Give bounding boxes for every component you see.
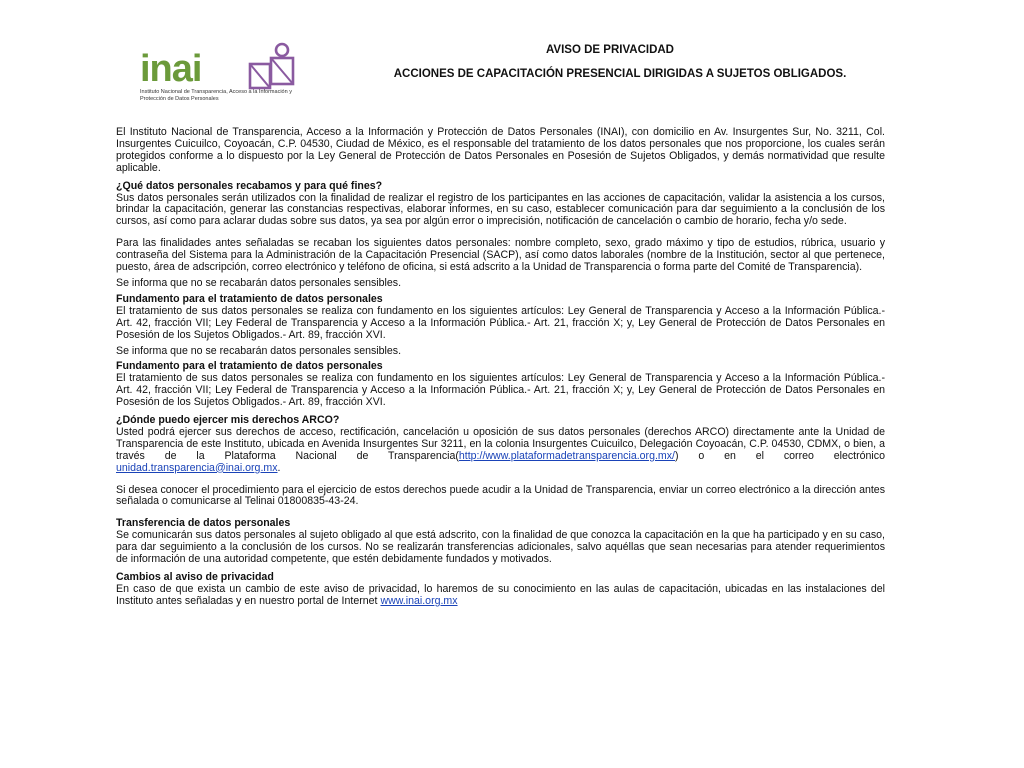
intro-paragraph: El Instituto Nacional de Transparencia, Acceso a la Información y Protección de Datos Personales (INAI), con domicilio en Av. Insurgentes Sur, No. 3211, Col. Insurgentes Cuicuilco, Coyoacán, C.P. 04530, Ciudad de México, es el responsable del tratamiento de los datos personales que nos proporcione, los cuales serán protegidos conforme a lo dispuesto por la Ley General de Protección de Datos Personales en Posesión de Sujetos Obligados, y demás normatividad que resulte aplicable. xyxy=(116,126,885,174)
legal-basis-paragraph: El tratamiento de sus datos personales se realiza con fundamento en los siguientes artículos: Ley General de Transparencia y Acceso a la Información Pública.- Art. 42, fracción VII; Ley Federal de Transparencia y Acceso a la Información Pública.- Art. 21, fracción X; y, Ley General de Protección de Datos Personales en Posesión de los Sujetos Obligados.- Art. 89, fracción XVI. xyxy=(116,304,885,341)
arco-procedure-paragraph: Si desea conocer el procedimiento para el ejercicio de estos derechos puede acudir a la Unidad de Transparencia, enviar un correo electrónico a la dirección antes señalada o comunicarse al Telinai 01800835-43-24. xyxy=(116,483,885,508)
purposes-paragraph: Sus datos personales serán utilizados con la finalidad de realizar el registro de los participantes en las acciones de capacitación, validar la asistencia a los cursos, brindar la capacitación, generar las constancias respectivas, elaborar informes, en su caso, establecer comunicación para dar seguimiento a la conclusión de los cursos, así como para aclarar dudas sobre sus datos, ya sea por algún error o imprecisión, notificación de cancelación o cambio de horario, fecha y/o sede. xyxy=(116,191,885,228)
transfer-paragraph: Se comunicarán sus datos personales al sujeto obligado al que está adscrito, con la finalidad de que conozca la capacitación en la que ha participado y en su caso, para dar seguimiento a la conclusión de los cursos. No se realizarán transferencias adicionales, salvo aquéllas que sean necesarias para atender requerimientos de información de una autoridad competente, que estén debidamente fundados y motivados. xyxy=(116,529,885,566)
data-collected-paragraph: Para las finalidades antes señaladas se recaban los siguientes datos personales: nombre completo, sexo, grado máximo y tipo de estudios, rúbrica, usuario y contraseña del Sistema para la Administración de la Capacitación Presencial (SACP), así como datos laborales (nombre de la Institución, sector al que pertenece, puesto, área de adscripción, correo electrónico y teléfono de oficina, si está adscrito a la Unidad de Transparencia o forma parte del Comité de Transparencia). xyxy=(116,237,885,274)
purposes-heading: ¿Qué datos personales recabamos y para qué fines? xyxy=(116,179,383,192)
email-link[interactable]: unidad.transparencia@inai.org.mx xyxy=(116,461,278,474)
sensitive-data-note-2: Se informa que no se recabarán datos personales sensibles. xyxy=(116,344,402,357)
inai-logo xyxy=(138,40,318,104)
legal-basis-paragraph-2: El tratamiento de sus datos personales se realiza con fundamento en los siguientes artículos: Ley General de Transparencia y Acceso a la Información Pública.- Art. 42, fracción VII; Ley Federal de Transparencia y Acceso a la Información Pública.- Art. 21, fracción X; y, Ley General de Protección de Datos Personales en Posesión de los Sujetos Obligados.- Art. 89, fracción XVI. xyxy=(116,372,885,409)
sensitive-data-note: Se informa que no se recabarán datos personales sensibles. xyxy=(116,276,402,289)
arco-email-line xyxy=(116,463,885,475)
arco-text-end: . xyxy=(277,461,281,474)
changes-heading: Cambios al aviso de privacidad xyxy=(116,571,274,583)
changes-paragraph xyxy=(116,584,885,608)
changes-text: En caso de que exista un cambio de este aviso de privacidad, lo haremos de su conocimiento en las aulas de capacitación, ubicadas en las instalaciones del Instituto antes señaladas y en nuestro portal de Internet xyxy=(116,582,885,607)
logo-caption: Instituto Nacional de Transparencia, Acceso a la Información y Protección de Datos Personales xyxy=(140,89,292,102)
inai-mark-icon xyxy=(242,42,298,92)
page-subtitle: ACCIONES DE CAPACITACIÓN PRESENCIAL DIRIGIDAS A SUJETOS OBLIGADOS. xyxy=(393,68,847,80)
arco-paragraph xyxy=(116,427,885,463)
legal-basis-heading: Fundamento para el tratamiento de datos personales xyxy=(116,292,383,305)
logo-wordmark: inai xyxy=(140,48,202,90)
notice-body xyxy=(116,127,885,608)
arco-heading: ¿Dónde puedo ejercer mis derechos ARCO? xyxy=(116,414,340,427)
platform-link[interactable]: http://www.plataformadetransparencia.org.mx/ xyxy=(458,449,675,462)
legal-basis-heading-2: Fundamento para el tratamiento de datos personales xyxy=(116,360,383,373)
arco-text: Usted podrá ejercer sus derechos de acceso, rectificación, cancelación u oposición de sus datos personales (derechos ARCO) directamente ante la Unidad de Transparencia de este Instituto, ubicada en Avenida Insurgentes Sur 3211, en la colonia Insurgentes Cuicuilco, Delegación Coyoacán, C.P. 04530, CDMX, o bien, a través de la Plataforma Nacional de Transparencia( xyxy=(116,425,885,462)
arco-text-middle: ) o en el correo electrónico xyxy=(675,449,885,462)
inai-portal-link[interactable]: www.inai.org.mx xyxy=(380,594,458,607)
page-title: AVISO DE PRIVACIDAD xyxy=(545,44,674,56)
transfer-heading: Transferencia de datos personales xyxy=(116,517,291,530)
